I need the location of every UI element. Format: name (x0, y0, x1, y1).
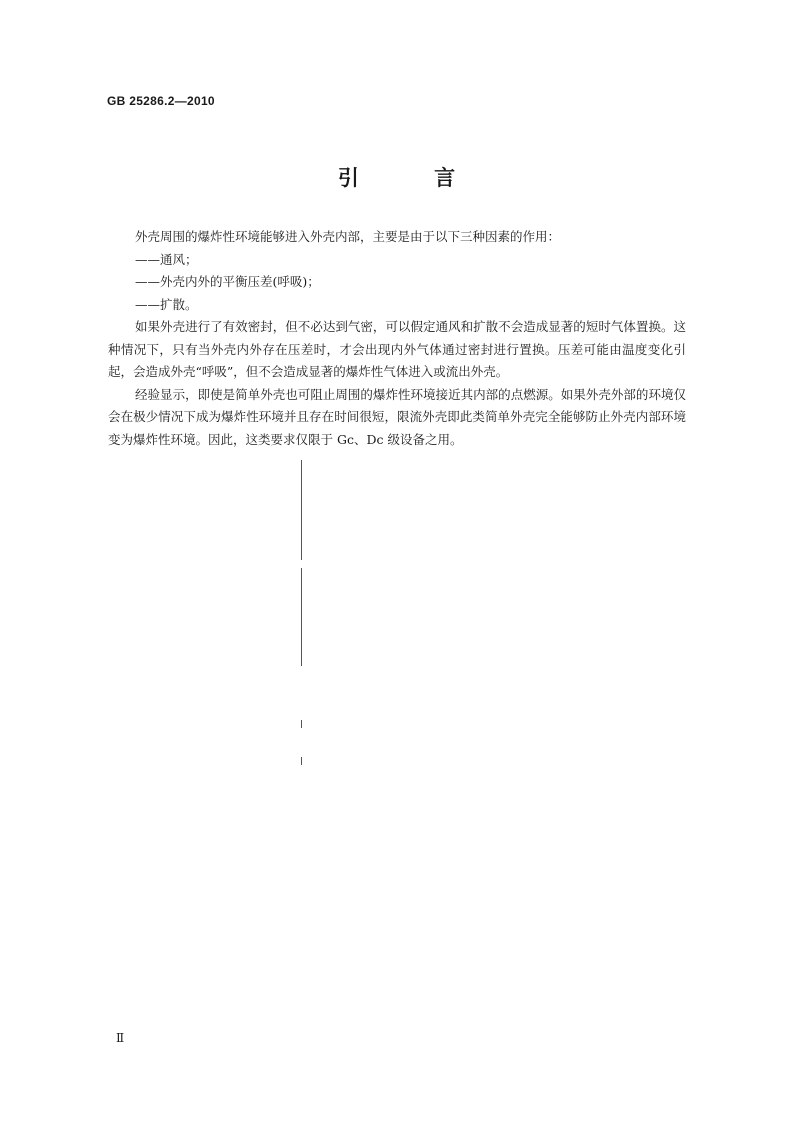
sealing-paragraph: 如果外壳进行了有效密封，但不必达到气密，可以假定通风和扩散不会造成显著的短时气体置换。这种情况下，只有当外壳内外存在压差时，才会出现内外气体通过密封进行置换。压差可能由温度变化引起，会造成外壳“呼吸”，但不会造成显著的爆炸性气体进入或流出外壳。 (108, 319, 686, 379)
experience-paragraph: 经验显示，即使是简单外壳也可阻止周围的爆炸性环境接近其内部的点燃源。如果外壳外部的环境仅会在极少情况下成为爆炸性环境并且存在时间很短，限流外壳即此类简单外壳完全能够防止外壳内部环境变为爆炸性环境。因此，这类要求仅限于 Gc、Dc 级设备之用。 (108, 386, 686, 447)
document-body (108, 226, 686, 451)
page-title: 引 言 (337, 166, 490, 190)
factor-item-pressure: ——外壳内外的平衡压差(呼吸)； (135, 274, 320, 289)
scan-artifact-line (301, 460, 302, 560)
page-number: Ⅱ (116, 1031, 125, 1045)
scan-artifact-line (301, 720, 302, 728)
factor-item-ventilation: ——通风； (135, 251, 198, 267)
scan-artifact-line (301, 568, 302, 666)
standard-code-header: GB 25286.2—2010 (107, 94, 215, 108)
scan-artifact-line (301, 757, 302, 765)
factor-item-diffusion: ——扩散。 (135, 296, 198, 312)
intro-paragraph: 外壳周围的爆炸性环境能够进入外壳内部，主要是由于以下三种因素的作用： (135, 229, 561, 244)
